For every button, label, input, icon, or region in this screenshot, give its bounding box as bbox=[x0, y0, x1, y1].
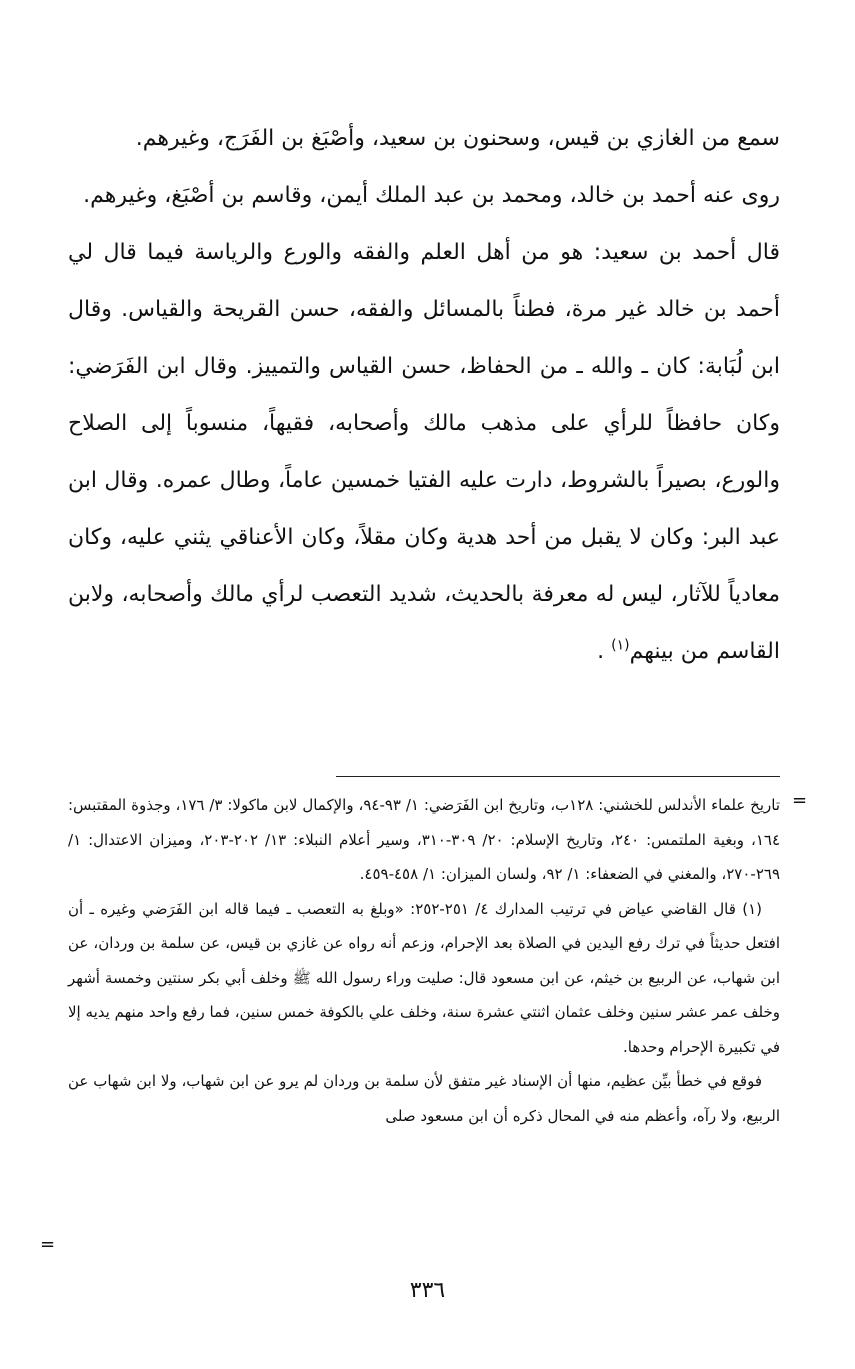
footnote-sources: تاريخ علماء الأندلس للخشني: ١٢٨ب، وتاريخ ابن الفَرَضي: ١/ ٩٣-٩٤، والإكمال لابن ماكولا: ٣/ ١٧٦، وجذوة المقتبس: ١٦٤، وبغية الملتمس: ٢٤٠، وتاريخ الإسلام: ٢٠/ ٣٠٩-٣١٠، وسير أعلام النبلاء: ١٣/ ٢٠٢-٢٠٣، وميزان الاعتدال: ١/ ٢٦٩-٢٧٠، والمغني في الضعفاء: ١/ ٩٢، ولسان الميزان: ١/ ٤٥٨-٤٥٩. bbox=[68, 796, 781, 883]
paragraph-1: سمع من الغازي بن قيس، وسحنون بن سعيد، وأصْبَغ بن الفَرَج، وغيرهم. bbox=[135, 126, 780, 151]
continuation-mark-bottom: = bbox=[40, 1234, 56, 1255]
footnote-ref-1[interactable]: (١) bbox=[611, 637, 630, 654]
footnote-1-continued: فوقع في خطأ بيِّن عظيم، منها أن الإسناد غير متفق لأن سلمة بن وردان لم يرو عن ابن شهاب، ولا ابن شهاب عن الربيع، ولا رآه، وأعظم منه في المحال ذكره أن ابن مسعود صلى bbox=[68, 1072, 780, 1125]
paragraph-3-end: . bbox=[597, 639, 605, 664]
continuation-mark-top: = bbox=[792, 790, 808, 811]
footnotes bbox=[68, 788, 780, 1133]
paragraph-2: روى عنه أحمد بن خالد، ومحمد بن عبد الملك أيمن، وقاسم بن أصْبَغ، وغيرهم. bbox=[83, 183, 780, 208]
main-text bbox=[68, 110, 780, 680]
footnote-1: (١) قال القاضي عياض في ترتيب المدارك ٤/ ٢٥١-٢٥٢: «وبلغ به التعصب ـ فيما قاله ابن الفَرَضي وغيره ـ أن افتعل حديثاً في ترك رفع اليدين في الصلاة بعد الإحرام، وزعم أنه رواه عن غازي بن قيس، عن سلمة بن وردان، عن ابن شهاب، عن الربيع بن خيثم، عن ابن مسعود قال: صليت وراء رسول الله ﷺ وخلف أبي بكر سنتين وخمسة أشهر وخلف عمر عشر سنين وخلف عثمان اثنتي عشرة سنة، وخلف علي بالكوفة خمس سنين، فما رفع واحد منهم يديه إلا في تكبيرة الإحرام وحدها. bbox=[68, 899, 780, 1056]
page-number: ٣٣٦ bbox=[409, 1278, 446, 1303]
footnote-divider bbox=[336, 776, 780, 777]
paragraph-3-text: قال أحمد بن سعيد: هو من أهل العلم والفقه والورع والرياسة فيما قال لي أحمد بن خالد غير مرة، فطناً بالمسائل والفقه، حسن القريحة والقياس. وقال ابن لُبَابة: كان ـ والله ـ من الحفاظ، حسن القياس والتمييز. وقال ابن الفَرَضي: وكان حافظاً للرأي على مذهب مالك وأصحابه، فقيهاً، منسوباً إلى الصلاح والورع، بصيراً بالشروط، دارت عليه الفتيا خمسين عاماً، وطال عمره. وقال ابن عبد البر: وكان لا يقبل من أحد هدية وكان مقلاً، وكان الأعناقي يثني عليه، وكان معادياً للآثار، ليس له معرفة بالحديث، شديد التعصب لرأي مالك وأصحابه، ولابن القاسم من بينهم bbox=[68, 240, 780, 664]
paragraph-3 bbox=[68, 224, 780, 680]
